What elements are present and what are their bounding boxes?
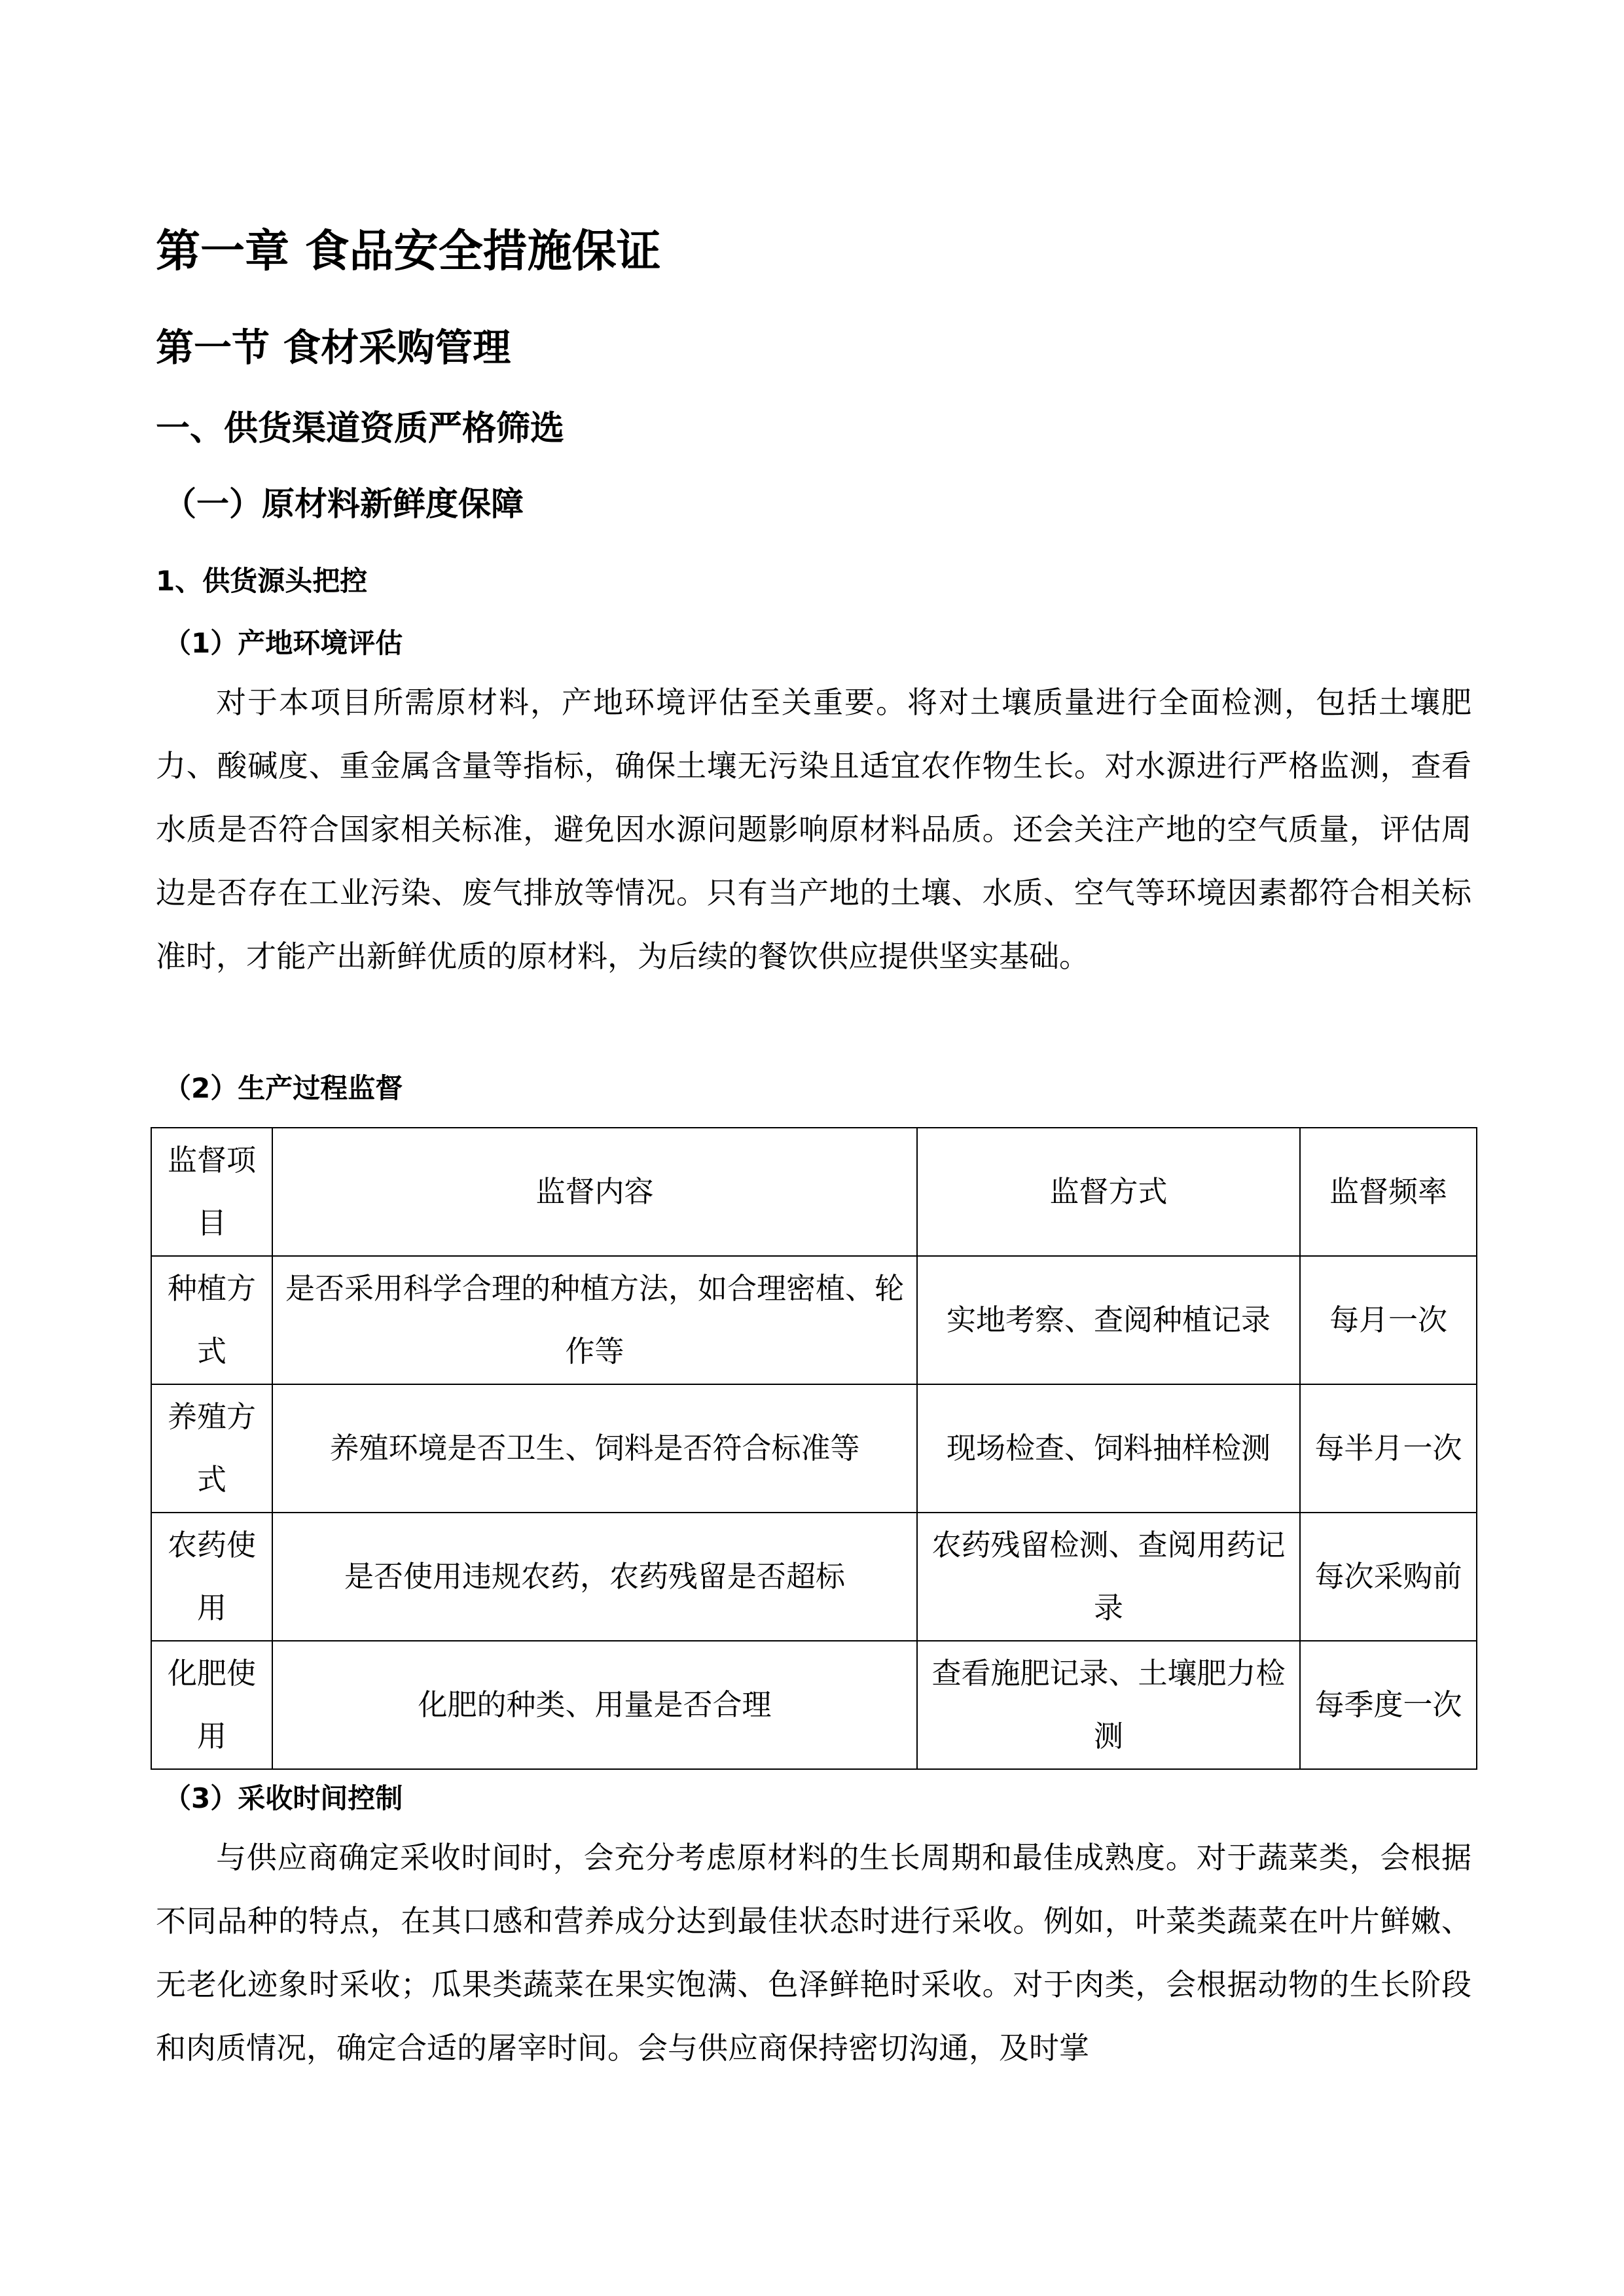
table-cell-frequency: 每次采购前	[1300, 1513, 1477, 1641]
table-cell-method: 现场检查、饲料抽样检测	[917, 1384, 1300, 1513]
chapter-title: 第一章 食品安全措施保证	[156, 226, 661, 278]
table-row	[151, 1384, 1477, 1513]
subsection-heading-source-control: 1、供货源头把控	[156, 565, 368, 597]
subsection-heading-harvest-time: （3）采收时间控制	[164, 1782, 403, 1814]
table-cell-item: 种植方式	[151, 1256, 272, 1384]
table-cell-frequency: 每月一次	[1300, 1256, 1477, 1384]
paragraph-harvest-time: 与供应商确定采收时间时，会充分考虑原材料的生长周期和最佳成熟度。对于蔬菜类，会根据不同品种的特点，在其口感和营养成分达到最佳状态时进行采收。例如，叶菜类蔬菜在叶片鲜嫩、无老化迹象时采收；瓜果类蔬菜在果实饱满、色泽鲜艳时采收。对于肉类，会根据动物的生长阶段和肉质情况，确定合适的屠宰时间。会与供应商保持密切沟通，及时掌	[156, 1840, 1471, 2066]
table-cell-item: 养殖方式	[151, 1384, 272, 1513]
section-title: 第一节 食材采购管理	[156, 325, 511, 370]
subsection-heading-supply-channel: 一、供货渠道资质严格筛选	[156, 409, 565, 448]
supervision-table	[151, 1127, 1477, 1770]
table-header-row	[151, 1128, 1477, 1256]
table-cell-frequency: 每半月一次	[1300, 1384, 1477, 1513]
table-cell-item: 化肥使用	[151, 1641, 272, 1769]
table-header-cell: 监督项目	[151, 1128, 272, 1256]
table-row	[151, 1256, 1477, 1384]
table-cell-method: 实地考察、查阅种植记录	[917, 1256, 1300, 1384]
table-cell-method: 查看施肥记录、土壤肥力检测	[917, 1641, 1300, 1769]
paragraph-environment-assessment: 对于本项目所需原材料，产地环境评估至关重要。将对土壤质量进行全面检测，包括土壤肥力、酸碱度、重金属含量等指标，确保土壤无污染且适宜农作物生长。对水源进行严格监测，查看水质是否符合国家相关标准，避免因水源问题影响原材料品质。还会关注产地的空气质量，评估周边是否存在工业污染、废气排放等情况。只有当产地的土壤、水质、空气等环境因素都符合相关标准时，才能产出新鲜优质的原材料，为后续的餐饮供应提供坚实基础。	[156, 685, 1471, 974]
table-cell-content: 是否采用科学合理的种植方法，如合理密植、轮作等	[272, 1256, 917, 1384]
table-header-cell: 监督方式	[917, 1128, 1300, 1256]
subsection-heading-environment: （1）产地环境评估	[164, 627, 403, 659]
table-header-cell: 监督频率	[1300, 1128, 1477, 1256]
subsection-heading-freshness: （一）原材料新鲜度保障	[164, 485, 524, 523]
table-row	[151, 1513, 1477, 1641]
table-cell-method: 农药残留检测、查阅用药记录	[917, 1513, 1300, 1641]
table-cell-content: 是否使用违规农药，农药残留是否超标	[272, 1513, 917, 1641]
table-row	[151, 1641, 1477, 1769]
table-header-cell: 监督内容	[272, 1128, 917, 1256]
table-cell-item: 农药使用	[151, 1513, 272, 1641]
table-cell-content: 养殖环境是否卫生、饲料是否符合标准等	[272, 1384, 917, 1513]
table-cell-frequency: 每季度一次	[1300, 1641, 1477, 1769]
subsection-heading-production-supervision: （2）生产过程监督	[164, 1072, 403, 1104]
table-cell-content: 化肥的种类、用量是否合理	[272, 1641, 917, 1769]
